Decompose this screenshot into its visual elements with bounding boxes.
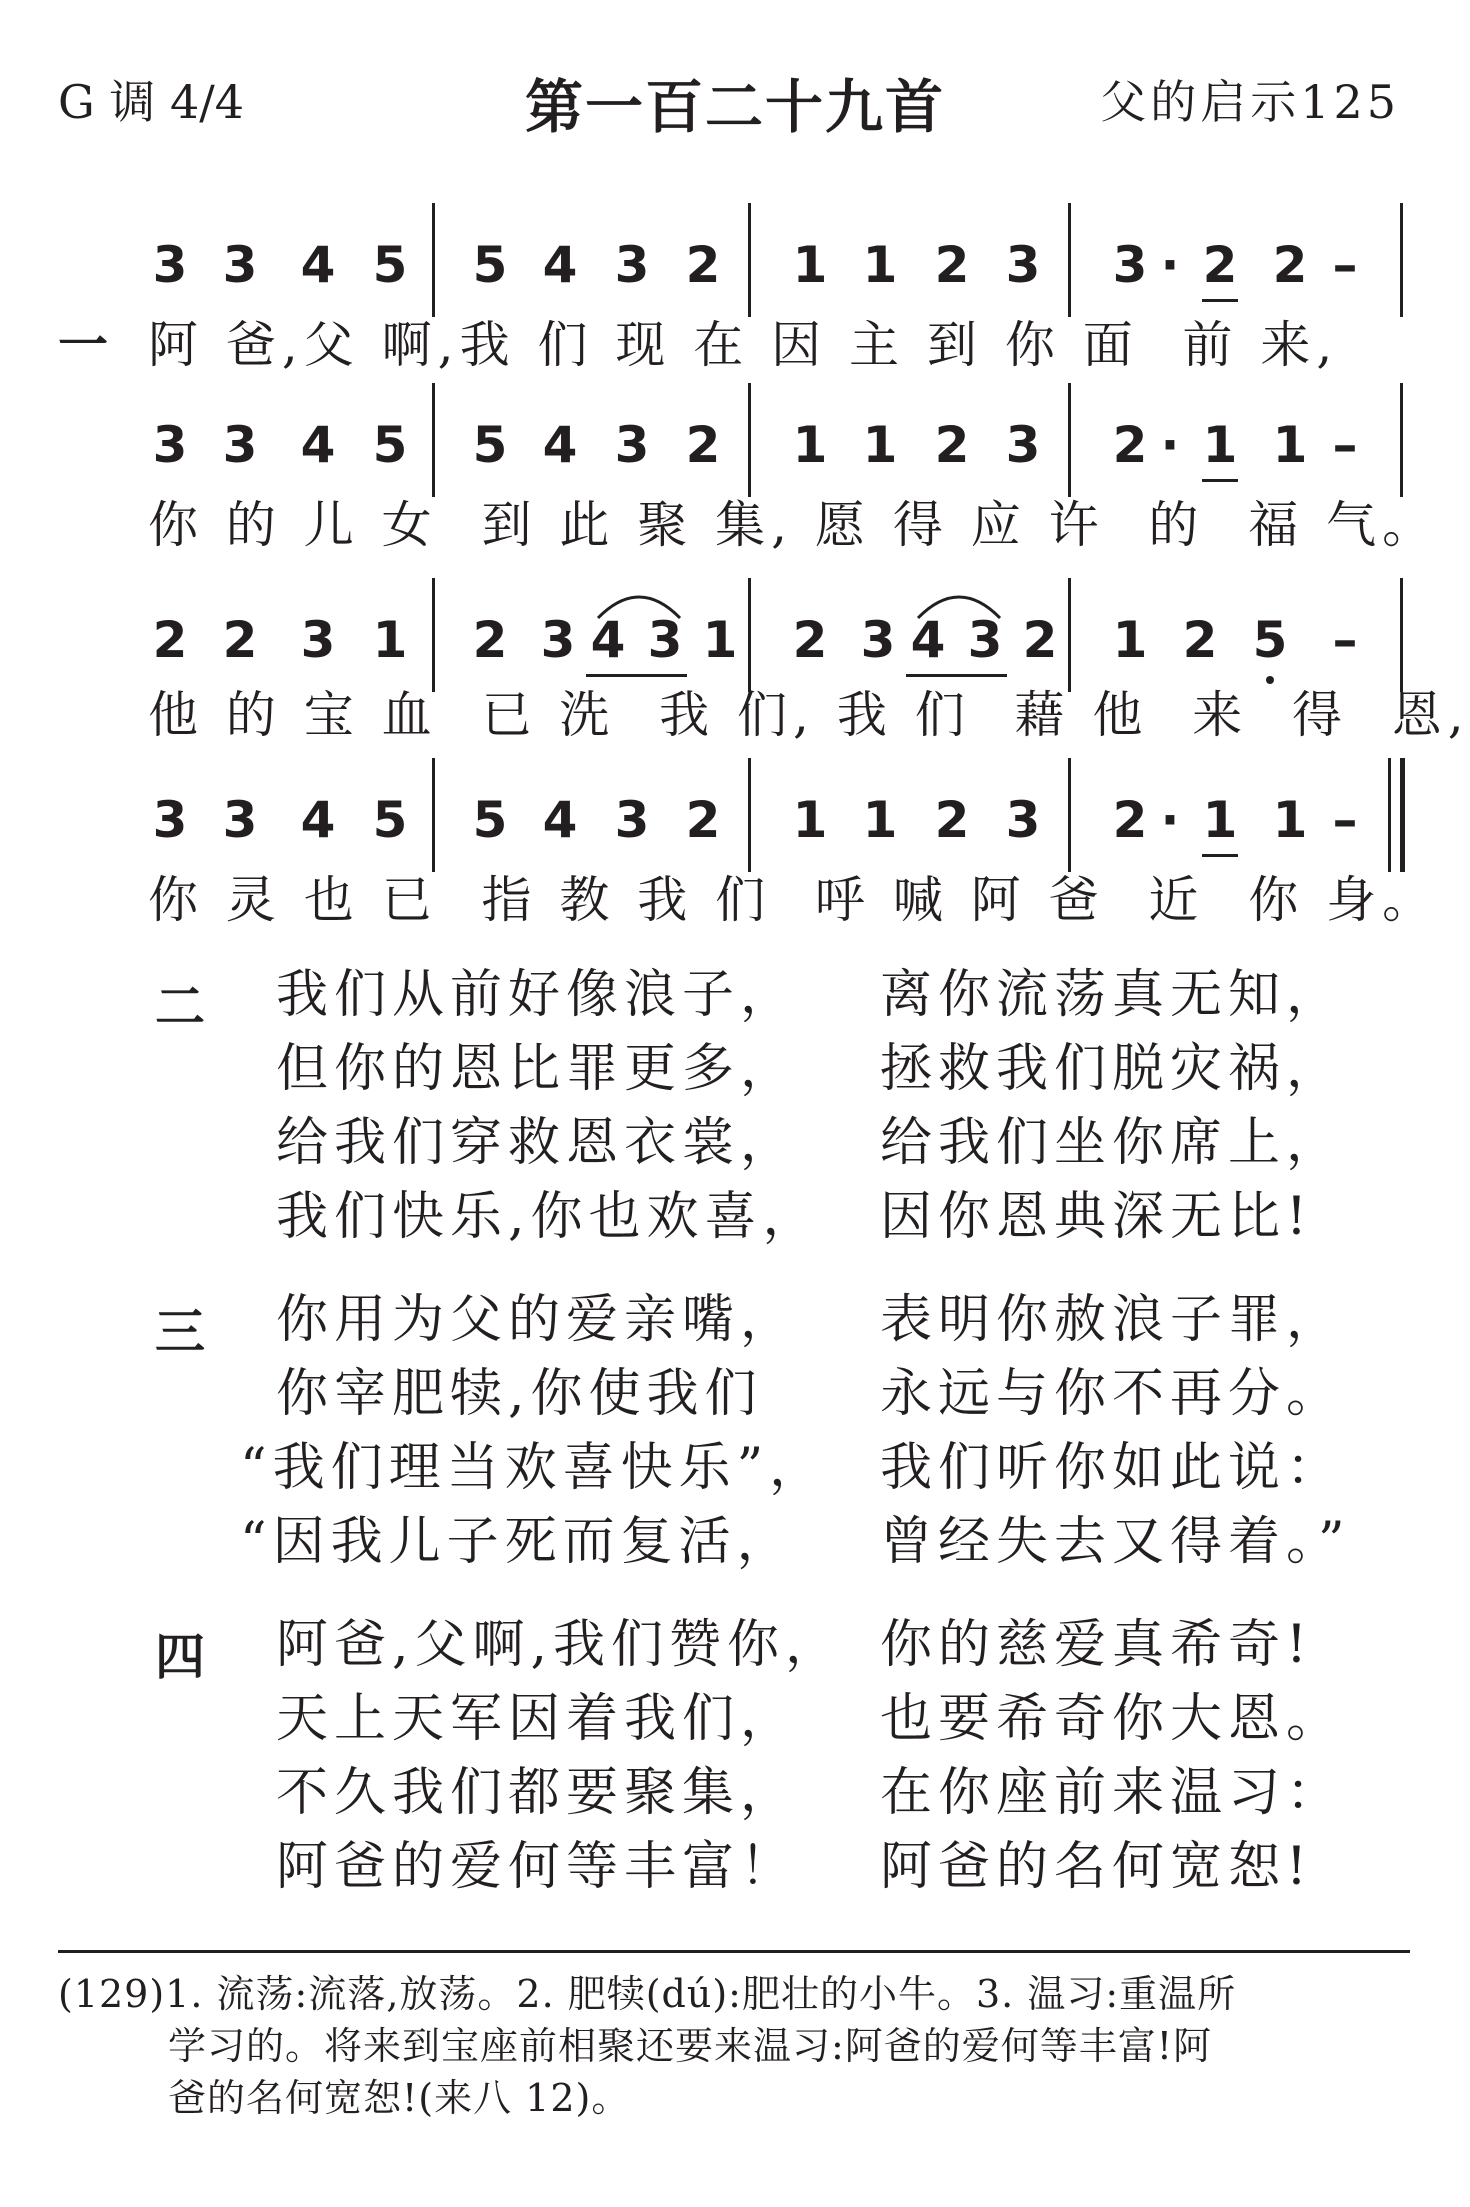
jianpu-note: 3 [614,416,650,474]
barline [1400,578,1403,692]
barline [748,578,751,692]
jianpu-note: 3 [614,791,650,849]
slur-arc [914,582,1004,622]
jianpu-note: 5 [472,236,508,294]
eighth-note-underline [1202,479,1238,482]
jianpu-note: 1 [862,791,898,849]
jianpu-note: 2 [222,611,258,669]
jianpu-note: 1 [792,416,828,474]
jianpu-note: 1 [1202,791,1238,849]
verse-line-second-half: 给我们坐你席上， [880,1113,1345,1173]
final-barline-thin [1388,758,1391,872]
barline [1068,203,1071,317]
footnote-line: (129)1. 流荡:流落,放荡。2. 肥犊(dú):肥壮的小牛。3. 温习:重温所 [58,1972,1237,2016]
verse-line-first-half: “因我儿子死而复活， [240,1512,795,1572]
jianpu-note: 1 [862,416,898,474]
jianpu-note: 3 [300,611,336,669]
beam-underline [586,674,687,677]
barline [748,203,751,317]
verse-line-second-half: 因你恩典深无比! [880,1187,1313,1247]
jianpu-note: 1 [702,611,738,669]
jianpu-note: 5 [372,791,408,849]
jianpu-note: 4 [910,611,946,669]
hymn-title: 第一百二十九首 [524,73,945,141]
eighth-note-underline [1202,299,1238,302]
jianpu-note: 3 [540,611,576,669]
jianpu-note: 5 [472,416,508,474]
jianpu-note: 4 [300,791,336,849]
jianpu-note: – [1332,236,1358,294]
verse-line-first-half: 阿爸的爱何等丰富！ [276,1837,799,1897]
verse-line-first-half: 不久我们都要聚集， [276,1763,799,1823]
jianpu-note: 2 [1182,611,1218,669]
barline [1400,383,1403,497]
beam-underline [906,674,1007,677]
eighth-note-underline [1202,854,1238,857]
verse-line-first-half: “我们理当欢喜快乐”， [240,1438,828,1498]
barline [1068,383,1071,497]
jianpu-note: 1 [792,791,828,849]
jianpu-note: 1 [1112,611,1148,669]
lyric-line: 他 的 宝 血 已 洗 我 们, 我 们 藉 他 来 得 恩, [148,686,1470,744]
stanza-number: 一 [58,315,108,374]
jianpu-note: 3 [1005,416,1041,474]
jianpu-note: 2 [152,611,188,669]
jianpu-note: 2 [792,611,828,669]
jianpu-note: 5 [372,236,408,294]
verse-line-second-half: 在你座前来温习： [880,1763,1345,1823]
verse-line-second-half: 表明你赦浪子罪， [880,1290,1345,1350]
verse-number: 三 [155,1303,205,1361]
jianpu-note: 1 [792,236,828,294]
jianpu-note: 3 [967,611,1003,669]
jianpu-note: 2 [1112,416,1148,474]
jianpu-note: 3 [152,791,188,849]
jianpu-note: 3 [222,236,258,294]
barline [1068,758,1071,872]
jianpu-note: · [1160,416,1180,474]
footnote-line: 爸的名何宽恕!(来八 12)。 [168,2076,631,2120]
jianpu-note: 2 [685,791,721,849]
jianpu-note: 1 [1272,791,1308,849]
jianpu-note: 2 [472,611,508,669]
verse-line-first-half: 你宰肥犊,你使我们 [276,1364,763,1424]
jianpu-note: – [1332,416,1358,474]
jianpu-note: – [1332,791,1358,849]
jianpu-note: 2 [934,236,970,294]
jianpu-note: 4 [300,416,336,474]
footnote [58,1968,1418,2124]
verse-line-second-half: 你的慈爱真希奇! [880,1615,1313,1675]
jianpu-note: 3 [152,236,188,294]
verse-line-second-half: 永远与你不再分。 [880,1364,1345,1424]
jianpu-note: 3 [1005,236,1041,294]
jianpu-note: · [1160,236,1180,294]
jianpu-note: 4 [542,416,578,474]
jianpu-note: 1 [1272,416,1308,474]
jianpu-note: 2 [1272,236,1308,294]
jianpu-note: 1 [372,611,408,669]
verse-number: 二 [155,978,205,1036]
jianpu-note: 3 [647,611,683,669]
lyric-line: 阿 爸,父 啊,我 们 现 在 因 主 到 你 面 前 来, [148,316,1339,374]
barline [432,203,435,317]
jianpu-note: 3 [1112,236,1148,294]
jianpu-note: 4 [542,791,578,849]
jianpu-note: 2 [1112,791,1148,849]
verse-line-second-half: 离你流荡真无知， [880,965,1345,1025]
verse-line-first-half: 阿爸,父啊,我们赞你， [276,1615,844,1675]
jianpu-note: 2 [1022,611,1058,669]
jianpu-note: 4 [590,611,626,669]
jianpu-note: 2 [685,416,721,474]
verse-line-first-half: 你用为父的爱亲嘴， [276,1290,799,1350]
footnote-divider [58,1950,1410,1953]
verse-number: 四 [155,1628,205,1686]
jianpu-note: 2 [934,791,970,849]
jianpu-note: 3 [222,791,258,849]
jianpu-note: 2 [934,416,970,474]
jianpu-note: 2 [685,236,721,294]
barline [748,758,751,872]
verse-line-second-half: 我们听你如此说： [880,1438,1345,1498]
jianpu-note: 1 [862,236,898,294]
barline [1400,203,1403,317]
jianpu-note: 1 [1202,416,1238,474]
key-signature: G 调 4/4 [58,75,245,129]
verse-line-first-half: 给我们穿救恩衣裳， [276,1113,799,1173]
verse-line-first-half: 我们从前好像浪子， [276,965,799,1025]
verse-line-second-half: 曾经失去又得着。” [880,1512,1351,1572]
jianpu-note: 3 [860,611,896,669]
final-barline [1400,758,1405,872]
jianpu-note: 3 [614,236,650,294]
verse-line-first-half: 但你的恩比罪更多， [276,1039,799,1099]
barline [1068,578,1071,692]
jianpu-note: 3 [222,416,258,474]
jianpu-note: 4 [300,236,336,294]
jianpu-note: 3 [152,416,188,474]
verse-line-first-half: 我们快乐,你也欢喜， [276,1187,821,1247]
verse-line-second-half: 也要希奇你大恩。 [880,1689,1345,1749]
lyric-line: 你 灵 也 已 指 教 我 们 呼 喊 阿 爸 近 你 身。 [148,871,1439,929]
jianpu-note: · [1160,791,1180,849]
barline [432,578,435,692]
barline [748,383,751,497]
barline [432,758,435,872]
lyric-line: 你 的 儿 女 到 此 聚 集, 愿 得 应 许 的 福 气。 [148,496,1439,554]
slur-arc [594,582,684,622]
jianpu-note: 5 [372,416,408,474]
barline [432,383,435,497]
jianpu-note: 3 [1005,791,1041,849]
jianpu-note: 4 [542,236,578,294]
verse-line-second-half: 拯救我们脱灾祸， [880,1039,1345,1099]
verse-line-second-half: 阿爸的名何宽恕! [880,1837,1313,1897]
footnote-line: 学习的。将来到宝座前相聚还要来温习:阿爸的爱何等丰富!阿 [168,2024,1213,2068]
verse-line-first-half: 天上天军因着我们， [276,1689,799,1749]
jianpu-note: 5 [1252,611,1288,669]
jianpu-note: 2 [1202,236,1238,294]
jianpu-note: – [1332,611,1358,669]
jianpu-note: 5 [472,791,508,849]
hymn-source: 父的启示125 [1100,75,1400,129]
